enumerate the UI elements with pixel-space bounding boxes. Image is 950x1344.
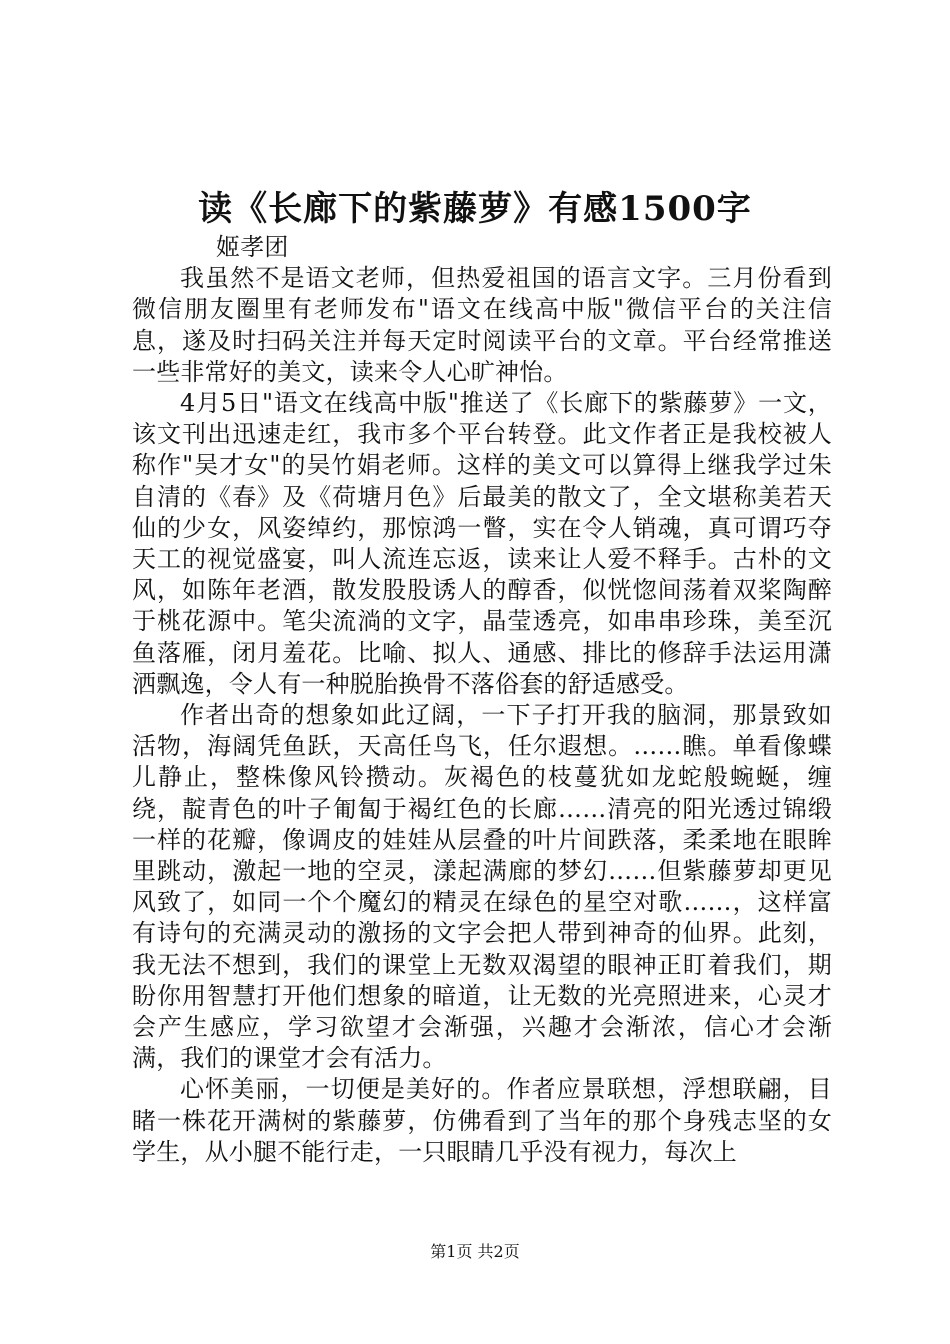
page-title: 读《长廊下的紫藤萝》有感1500字 — [198, 189, 752, 229]
paragraph-2: 4月5日"语文在线高中版"推送了《长廊下的紫藤萝》一文，该文刊出迅速走红，我市多个平台转登。此文作者正是我校被人称作"吴才女"的吴竹娟老师。这样的美文可以算得上继我学过朱自清的《春》及《荷塘月色》后最美的散文了，全文堪称美若天仙的少女，风姿绰约，那惊鸿一瞥，实在令人销魂，真可谓巧夺天工的视觉盛宴，叫人流连忘返，读来让人爱不释手。古朴的文风，如陈年老酒，散发股股诱人的醇香，似恍惚间荡着双桨陶醉于桃花源中。笔尖流淌的文字，晶莹透亮，如串串珍珠，美至沉鱼落雁，闭月羞花。比喻、拟人、通感、排比的修辞手法运用潇洒飘逸，令人有一种脱胎换骨不落俗套的舒适感受。 — [132, 389, 832, 698]
author-name: 姬孝团 — [216, 233, 289, 261]
paragraph-3: 作者出奇的想象如此辽阔，一下子打开我的脑洞，那景致如活物，海阔凭鱼跃，天高任鸟飞，任尔遐想。……瞧。单看像蝶儿静止，整株像风铃攒动。灰褐色的枝蔓犹如龙蛇般蜿蜒，缠绕，靛青色的叶子匍匐于褐红色的长廊……清亮的阳光透过锦缎一样的花瓣，像调皮的娃娃从层叠的叶片间跌落，柔柔地在眼眸里跳动，激起一地的空灵，漾起满廊的梦幻……但紫藤萝却更见风致了，如同一个个魔幻的精灵在绿色的星空对歌……，这样富有诗句的充满灵动的激扬的文字会把人带到神奇的仙界。此刻，我无法不想到，我们的课堂上无数双渴望的眼神正盯着我们，期盼你用智慧打开他们想象的暗道，让无数的光亮照进来，心灵才会产生感应，学习欲望才会渐强，兴趣才会渐浓，信心才会渐满，我们的课堂才会有活力。 — [132, 701, 832, 1073]
page-footer: 第1页 共2页 — [430, 1242, 520, 1261]
paragraph-1: 我虽然不是语文老师，但热爱祖国的语言文字。三月份看到微信朋友圈里有老师发布"语文在线高中版"微信平台的关注信息，遂及时扫码关注并每天定时阅读平台的文章。平台经常推送一些非常好的美文，读来令人心旷神怡。 — [132, 264, 832, 386]
article-body — [132, 232, 832, 1168]
paragraph-4: 心怀美丽，一切便是美好的。作者应景联想，浮想联翩，目睹一株花开满树的紫藤萝，仿佛看到了当年的那个身残志坚的女学生，从小腿不能行走，一只眼睛几乎没有视力，每次上 — [132, 1075, 832, 1166]
